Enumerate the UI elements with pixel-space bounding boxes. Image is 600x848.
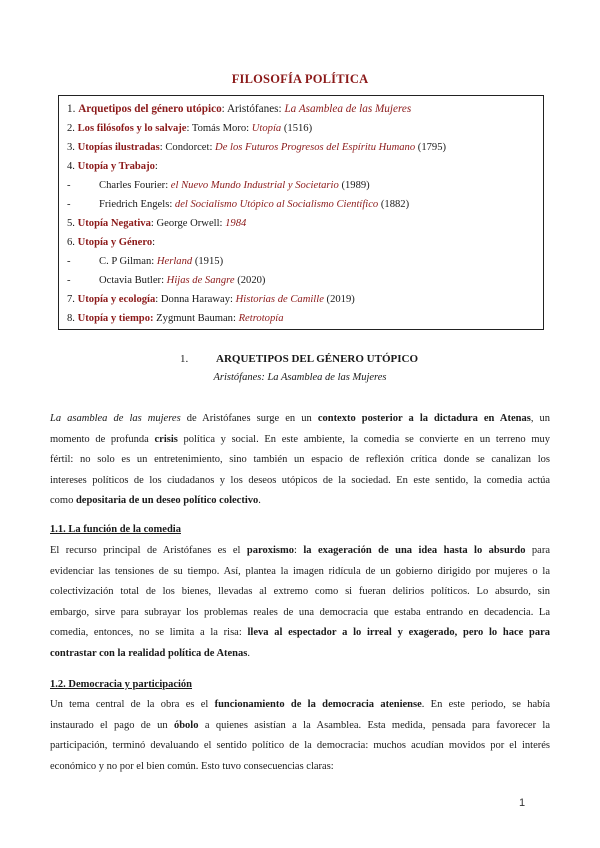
toc-item [67,176,535,195]
toc-number: 1. [67,103,76,115]
toc-author: C. P Gilman: [99,256,157,267]
toc-year: (1795) [415,142,447,153]
toc-number: 2. [67,123,75,134]
section-1-heading [180,353,480,365]
toc-bullet: - [67,180,71,191]
paragraph-line: intereses políticos de los ciudadanos y los deseos utópicos de la sociedad. En este sentido, la comedia actúa [50,474,550,486]
toc-label: Utopía y Trabajo [77,161,155,172]
toc-item [67,195,535,214]
toc-author: Friedrich Engels: [99,199,175,210]
toc-bullet: - [67,199,71,210]
toc-item [67,119,535,138]
toc-author: : George Orwell: [150,218,226,229]
toc-label: Los filósofos y lo salvaje [77,123,187,134]
toc-number: 4. [67,161,75,172]
toc-year: (1882) [378,199,410,210]
toc-author: : [154,161,158,172]
toc-author: Zygmunt Bauman: [153,313,239,324]
table-of-contents [58,95,544,330]
paragraph-line: fértil: no solo es un entretenimiento, sino también un espacio de reflexión crítica donde se canalizan los [50,454,550,466]
toc-work: De los Futuros Progresos del Espíritu Humano [215,142,416,153]
toc-label: Utopía Negativa [77,218,151,229]
toc-bullet: - [67,256,71,267]
page-number: 1 [519,797,526,809]
toc-number: 6. [67,237,75,248]
toc-number: 7. [67,294,75,305]
paragraph-line: contrastar con la realidad política de Atenas. [50,647,250,659]
toc-item [67,252,535,271]
subsection-1-1-heading: 1.1. La función de la comedia [50,524,181,535]
paragraph-line: instaurado el pago de un óbolo a quienes asistían a la Asamblea. Esta medida, pensada para favorecer la [50,719,551,731]
subsection-1-2-paragraph [50,695,550,777]
toc-item [67,271,535,290]
toc-work: Hijas de Sangre [166,275,235,286]
toc-author: : Tomás Moro: [186,123,252,134]
toc-item [67,138,535,157]
toc-work: Herland [156,256,193,267]
toc-item [67,100,535,119]
toc-work: del Socialismo Utópico al Socialismo Científico [174,199,379,210]
subsection-1-1-paragraph [50,541,550,665]
toc-year: (1915) [192,256,224,267]
paragraph-line: Un tema central de la obra es el funcionamiento de la democracia ateniense. En este periodo, se había [50,699,550,710]
toc-number: 8. [67,313,75,324]
toc-author: Charles Fourier: [99,180,171,191]
toc-work: Historias de Camille [235,294,324,305]
section-1-number: 1. [180,353,189,365]
toc-year: (1989) [338,180,370,191]
paragraph-line: El recurso principal de Aristófanes es el paroxismo: la exageración de una idea hasta lo absurdo para [50,545,550,556]
paragraph-line: económico y no por el bien común. Esto tuvo consecuencias claras: [50,760,334,772]
toc-work: Utopía [251,123,282,134]
document-title: FILOSOFÍA POLÍTICA [231,72,369,86]
paragraph-line: evidenciar las tensiones de su tiempo. Así, plantea la imagen ridícula de un gobierno dirigido por mujeres o la [50,565,550,577]
toc-author: : Donna Haraway: [155,294,236,305]
toc-bullet: - [67,275,71,286]
toc-author: : [152,237,156,248]
paragraph-line: momento de profunda crisis política y social. En este ambiente, la comedia se convierte en un terreno muy [50,433,550,445]
toc-label: Utopía y tiempo: [77,313,154,324]
toc-label: Utopías ilustradas [77,142,160,153]
toc-label: Utopía y ecología [77,294,156,305]
paragraph-line: como depositaria de un deseo político colectivo. [50,495,261,507]
section-1-title: ARQUETIPOS DEL GÉNERO UTÓPICO [216,353,419,365]
paragraph-line: La asamblea de las mujeres de Aristófanes surge en un contexto posterior a la dictadura en Atenas, un [50,413,551,424]
toc-author: Octavia Butler: [99,275,167,286]
section-1-subtitle: Aristófanes: La Asamblea de las Mujeres [213,372,387,383]
paragraph-line: colectivización total de los bienes, llevadas al extremo como si fueran delirios políticos. Lo absurdo, sin [50,586,550,598]
toc-item [67,214,535,233]
toc-label: Utopía y Género [77,237,153,248]
toc-work: Retrotopía [238,313,284,324]
subsection-1-2-heading: 1.2. Democracia y participación [50,679,193,690]
toc-author: : Condorcet: [159,142,216,153]
toc-label: Arquetipos del género utópico [78,103,222,115]
toc-item [67,157,535,176]
paragraph-line: comedia, entonces, no se limita a la risa: lleva al espectador a lo irreal y exagerado, pero lo hace para [50,627,551,639]
toc-number: 3. [67,142,75,153]
toc-item [67,290,535,309]
toc-number: 5. [67,218,75,229]
toc-author: : Aristófanes: [221,103,285,115]
toc-item [67,309,535,328]
toc-work: el Nuevo Mundo Industrial y Societario [170,180,339,191]
intro-paragraph [50,409,550,512]
toc-year: (2019) [323,294,355,305]
toc-work: La Asamblea de las Mujeres [284,103,412,115]
toc-year: (1516) [281,123,313,134]
paragraph-line: participación, terminó devaluando el sentido político de la democracia: muchos acudían movidos por el interés [50,740,550,752]
toc-work: 1984 [225,218,247,229]
toc-year: (2020) [234,275,266,286]
paragraph-line: embargo, sirve para subrayar los problemas reales de una democracia que estaba entrando en decadencia. La [50,606,550,618]
toc-item [67,233,535,252]
